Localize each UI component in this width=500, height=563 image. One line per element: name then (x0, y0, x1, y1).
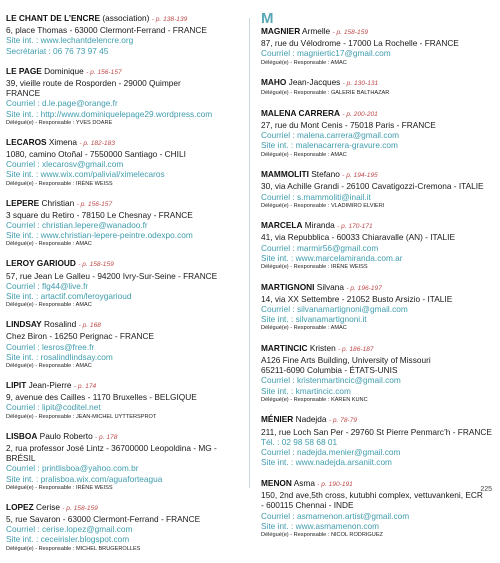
address-line: 1080, camino Otoñal - 7550000 Santiago - CHILI (6, 149, 186, 160)
entry-heading (6, 258, 242, 270)
address-line: FRANCE (6, 88, 41, 99)
page-reference: - p. 178 (95, 433, 118, 441)
entry-heading (6, 137, 242, 149)
address-line: Chez Biron - 16250 Perignac - FRANCE (6, 331, 155, 342)
contact-line: Courriel : flg44@live.fr (6, 280, 89, 291)
artist-first-name: Kristen (309, 342, 336, 353)
page-reference: - p. 158-159 (78, 261, 114, 269)
delegate-line: Délégué(e) - Responsable : IRÈNE WEISS (6, 484, 113, 491)
address-line: 57, rue Jean Le Galleu - 94200 Ivry-Sur-Seine - FRANCE (6, 270, 218, 281)
contact-line: Courriel : marmir56@gmail.com (261, 242, 379, 253)
contact-line: Site int. : silvanamartignoni.it (261, 314, 367, 325)
artist-first-name: Paulo Roberto (39, 430, 93, 441)
artist-surname: MARTINCIC (261, 342, 308, 353)
artist-surname: LE PAGE (6, 65, 42, 76)
artist-first-name: Silvana (316, 281, 344, 292)
directory-entry (6, 380, 242, 421)
contact-line: Courriel : kristenmartincic@gmail.com (261, 375, 401, 386)
artist-surname: LISBOA (6, 430, 38, 441)
delegate-line: Délégué(e) - Responsable : AMAC (261, 59, 347, 66)
directory-entry (261, 77, 493, 97)
address-line: 30, via Achille Grandi - 26100 Cavatigozzi-Cremona - ITALIE (261, 181, 484, 192)
address-line: 6, place Thomas - 63000 Clermont-Ferrand - FRANCE (6, 25, 207, 36)
page-reference: - p. 138-139 (151, 16, 188, 23)
contact-line: Site int. : www.nadejda.arsaniit.com (261, 457, 392, 468)
entry-heading (6, 13, 242, 25)
entry-heading (261, 282, 493, 294)
page-reference: - p. 130-131 (342, 80, 379, 88)
entry-heading (6, 66, 242, 78)
page-reference: - p. 196-197 (346, 284, 382, 292)
directory-entry (261, 169, 493, 210)
contact-line: Courriel : christian.lepere@wanadoo.fr (6, 220, 148, 231)
page-reference: - p. 158-159 (332, 29, 369, 36)
page-number: 225 (480, 486, 492, 493)
contact-line: Courriel : cerise.lopez@gmail.com (6, 524, 133, 535)
artist-surname: MALENA CARRERA (261, 107, 340, 118)
entry-heading (261, 220, 493, 232)
directory-entry (261, 220, 493, 271)
contact-line: Courriel : asmamenon.artist@gmail.com (261, 510, 410, 521)
delegate-line: Délégué(e) - Responsable : IRÈNE WEISS (261, 264, 368, 271)
artist-first-name: Dominique (44, 65, 84, 76)
contact-line: Site int. : artactif.com/leroygarioud (6, 291, 132, 302)
entry-heading (261, 343, 493, 355)
artist-surname: MÉNIER (261, 414, 294, 425)
artist-first-name: Armelle (302, 26, 331, 36)
contact-line: Tél. : 02 98 58 68 01 (261, 436, 338, 447)
artist-first-name: Stefano (311, 169, 340, 180)
artist-first-name: Cerise (35, 501, 60, 512)
contact-line: Site int. : kmartincic.com (261, 385, 351, 396)
contact-line: Courriel : xlecarosv@gmail.com (6, 159, 124, 170)
directory-entry (261, 414, 493, 467)
column-divider (249, 18, 250, 488)
contact-line: Courriel : silvanamartignoni@gmail.com (261, 303, 408, 314)
delegate-line: Délégué(e) - Responsable : JEAN-MICHEL UYTTERSPROT (6, 413, 157, 420)
contact-line: Site int. : www.christian-lepere-peintre.odexpo.com (6, 230, 193, 241)
address-line: 5, rue Savaron - 63000 Clermont-Ferrand - FRANCE (6, 513, 201, 524)
artist-surname: LEPERE (6, 197, 40, 208)
artist-first-name: Rosalind (43, 319, 77, 330)
page-reference: - p. 156-157 (76, 200, 113, 208)
delegate-line: Délégué(e) - Responsable : NICOL RODRIGUEZ (261, 531, 383, 538)
entry-heading (261, 26, 493, 38)
contact-line: Courriel : nadejda.menier@gmail.com (261, 446, 401, 457)
artist-surname: MAMMOLITI (261, 169, 309, 180)
address-line: 3 square du Retiro - 78150 Le Chesnay - FRANCE (6, 209, 193, 220)
address-line: 211, rue Loch San Per - 29760 St Pierre Penmarc’h - FRANCE (261, 426, 492, 437)
entry-heading (261, 414, 493, 426)
entry-heading (6, 198, 242, 210)
entry-heading (6, 380, 242, 392)
artist-surname: MARTIGNONI (261, 281, 315, 292)
contact-line: Courriel : malena.carrera@gmail.com (261, 130, 399, 141)
section-letter: M (261, 10, 274, 27)
page-reference: - p. 174 (73, 383, 97, 391)
directory-entry (261, 282, 493, 333)
page-reference: - p. 186-187 (338, 345, 374, 353)
contact-line: Site int. : www.asmamenon.com (261, 520, 380, 531)
delegate-line: Délégué(e) - Responsable : MICHEL BRUGEROLLES (6, 545, 141, 552)
entry-heading (261, 169, 493, 181)
address-line: 65211-6090 Columbia - ÉTATS-UNIS (261, 365, 398, 376)
delegate-line: Délégué(e) - Responsable : AMAC (6, 302, 92, 309)
address-line: 150, 2nd ave,5th cross, kutubhi complex, vettuvankeni, ECR (261, 490, 483, 501)
address-line: 39, vieille route de Rosporden - 29000 Quimper (6, 78, 181, 89)
delegate-line: Délégué(e) - Responsable : AMAC (6, 363, 92, 370)
directory-entry (261, 343, 493, 404)
artist-surname: MAHO (261, 77, 287, 88)
page-reference: - p. 78-79 (328, 417, 358, 425)
delegate-line: Délégué(e) - Responsable : IRÈNE WEISS (6, 180, 113, 187)
contact-line: Site int. : pralisboa.wix.com/aguaforteagua (6, 473, 163, 484)
artist-first-name: Jean-Jacques (288, 77, 341, 88)
page-reference: - p. 200-201 (342, 110, 378, 118)
contact-line: Site int. : http://www.dominiquelepage29.wordpress.com (6, 108, 213, 119)
address-line: 41, via Repubblica - 60033 Chiaravalle (AN) - ITALIE (261, 232, 455, 243)
artist-surname: LE CHANT DE L’ENCRE (6, 13, 101, 23)
entry-heading (6, 502, 242, 514)
artist-first-name: (association) (102, 13, 150, 23)
address-line: BRÉSIL (6, 453, 36, 464)
delegate-line: Délégué(e) - Responsable : AMAC (261, 325, 347, 332)
directory-entry (6, 13, 242, 56)
directory-entry (261, 478, 493, 539)
contact-line: Site int. : www.wix.com/palivial/ximelecaros (6, 169, 165, 180)
delegate-line: Délégué(e) - Responsable : AMAC (261, 151, 347, 158)
address-line: - 600115 Chennai - INDE (261, 500, 354, 511)
page-reference: - p. 190-191 (317, 480, 353, 488)
contact-line: Site int. : ceceirisler.blogspot.com (6, 534, 130, 545)
directory-entry (6, 66, 242, 127)
directory-entry (6, 198, 242, 249)
artist-first-name: Asma (293, 477, 315, 488)
directory-entry (261, 26, 493, 67)
address-line: 9, avenue des Cailles - 1170 Bruxelles - BELGIQUE (6, 392, 197, 403)
artist-surname: MAGNIER (261, 26, 301, 36)
artist-surname: LOPEZ (6, 501, 34, 512)
contact-line: Courriel : printlisboa@yahoo.com.br (6, 463, 139, 474)
address-line: 14, via XX Settembre - 21052 Busto Arsizio - ITALIE (261, 293, 453, 304)
directory-entry (6, 431, 242, 492)
delegate-line: Délégué(e) - Responsable : AMAC (6, 241, 92, 248)
contact-line: Secrétariat : 06 76 73 97 45 (6, 45, 109, 56)
artist-first-name: Miranda (304, 220, 335, 231)
address-line: A126 Fine Arts Building, University of Missouri (261, 355, 431, 366)
address-line: 87, rue du Vélodrome - 17000 La Rochelle - FRANCE (261, 38, 459, 49)
contact-line: Courriel : d.le.page@orange.fr (6, 98, 118, 109)
entry-heading (6, 319, 242, 331)
artist-surname: MENON (261, 477, 292, 488)
delegate-line: Délégué(e) - Responsable : GALERIE BALTHAZAR (261, 90, 390, 97)
contact-line: Site int. : rosalindlindsay.com (6, 351, 113, 362)
entry-heading (261, 108, 493, 120)
page-reference: - p. 182-183 (79, 139, 115, 147)
artist-first-name: Jean-Pierre (28, 380, 72, 391)
contact-line: Courriel : lesros@free.fr (6, 341, 95, 352)
artist-surname: LINDSAY (6, 319, 42, 330)
delegate-line: Délégué(e) - Responsable : YVES DOARE (6, 119, 113, 126)
page-reference: - p. 168 (78, 322, 101, 330)
page-reference: - p. 156-157 (86, 68, 122, 76)
page-reference: - p. 170-171 (337, 223, 373, 231)
directory-entry (6, 502, 242, 553)
delegate-line: Délégué(e) - Responsable : VLADIMIRO ELVIERI (261, 202, 385, 209)
artist-surname: LECAROS (6, 136, 47, 147)
address-line: 27, rue du Mont Cenis - 75018 Paris - FRANCE (261, 120, 436, 131)
artist-surname: LIPIT (6, 380, 27, 391)
artist-surname: LEROY GARIOUD (6, 258, 76, 269)
artist-first-name: Ximena (48, 136, 78, 147)
entry-heading (6, 431, 242, 443)
left-column (6, 13, 242, 563)
entry-heading (261, 478, 493, 490)
artist-first-name: Christian (41, 197, 75, 208)
directory-entry (261, 108, 493, 159)
right-column (261, 10, 493, 549)
page-reference: - p. 158-159 (62, 504, 98, 512)
delegate-line: Délégué(e) - Responsable : KAREN KUNC (261, 396, 368, 403)
address-line: 2, rua professor José Lintz - 36700000 Leopoldina - MG - (6, 442, 217, 453)
directory-entry (6, 258, 242, 309)
directory-entry (6, 319, 242, 370)
contact-line: Courriel : magniertic17@gmail.com (261, 48, 391, 59)
artist-first-name: Nadejda (295, 414, 327, 425)
contact-line: Site int. : www.marcelamiranda.com.ar (261, 252, 403, 263)
contact-line: Site int. : www.lechantdelencre.org (6, 35, 134, 46)
directory-entry (6, 137, 242, 188)
artist-surname: MARCELA (261, 220, 303, 231)
page-reference: - p. 194-195 (342, 172, 378, 180)
contact-line: Courriel : lipit@coditel.net (6, 402, 101, 413)
contact-line: Site int. : malenacarrera-gravure.com (261, 140, 398, 151)
entry-heading (261, 77, 493, 89)
contact-line: Courriel : s.mammoliti@inail.it (261, 191, 371, 202)
